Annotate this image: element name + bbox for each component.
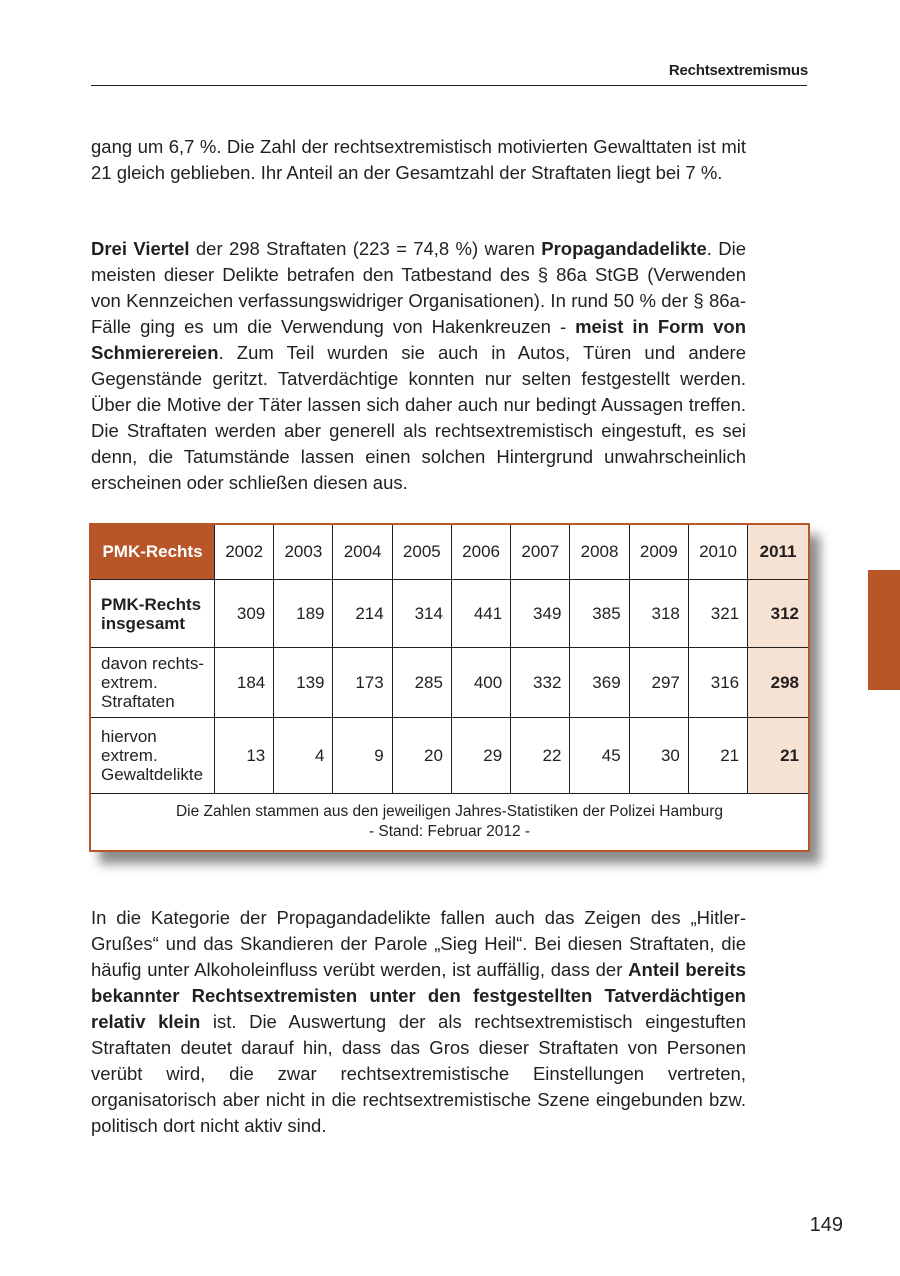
text-run: . Die meisten dieser Delikte betrafen den Tatbestand des § 86a StGB (Verwenden von Kennzeichen verfassungswidriger Organisationen). In rund 50 % der § 86a-Fälle ging es um die Verwendung von Hakenkreuzen - [91,238,746,337]
table-header-label [91,525,215,580]
statistics-table-box [89,523,810,852]
table-cell: 441 [451,580,510,648]
table-cell: 22 [511,718,570,794]
table-cell: 214 [333,580,392,648]
table-cell: 309 [215,580,274,648]
year-header: 2005 [392,525,451,580]
text-run: gang um 6,7 %. Die Zahl der rechtsextremistisch motivierten Gewalttaten ist mit 21 gleich geblieben. Ihr Anteil an der Gesamtzahl der Straftaten liegt bei 7 %. [91,136,746,183]
table-cell: 314 [392,580,451,648]
year-header: 2002 [215,525,274,580]
year-header-highlighted: 2011 [748,525,808,580]
bold-run: Propagandadelikte [541,238,707,259]
year-header: 2006 [451,525,510,580]
running-head: Rechtsextremismus [668,62,808,79]
text-run: ist. Die Auswertung der als rechtsextremistisch eingestuften Straftaten deutet darauf hin, dass das Gros dieser Straftaten von Personen verübt wird, die zwar rechtsextremistische Einstellungen vertreten, organisatorisch aber nicht in die rechtsextremistische Szene eingebunden bzw. politisch dort nicht aktiv sind. [91,1011,746,1136]
bold-run: Drei Viertel [91,238,190,259]
statistics-table [91,525,808,850]
table-row [91,718,808,794]
year-header: 2010 [688,525,747,580]
table-cell-highlighted: 298 [748,648,808,718]
table-cell: 4 [274,718,333,794]
bold-run: Anteil bereits bekannter Rechtsextremisten unter den festgestellten Tatverdächtigen relativ klein [91,959,746,1032]
table-cell: 316 [688,648,747,718]
table-cell: 332 [511,648,570,718]
table-cell: 20 [392,718,451,794]
table-cell: 285 [392,648,451,718]
table-cell-highlighted: 21 [748,718,808,794]
text-run: der 298 Straftaten (223 = 74,8 %) waren [189,238,542,259]
header-label-text: PMK-Rechts [102,542,203,561]
chapter-tab-marker [868,570,900,690]
table-cell: 13 [215,718,274,794]
table-cell: 400 [451,648,510,718]
page-number: 149 [809,1214,843,1236]
year-header: 2004 [333,525,392,580]
row-label: hiervon extrem. Gewaltdelikte [91,718,215,794]
table-cell: 318 [629,580,688,648]
paragraph-2 [91,236,746,496]
source-date-line: - Stand: Februar 2012 - [368,823,531,840]
year-header: 2009 [629,525,688,580]
table-cell: 385 [570,580,629,648]
table-cell: 45 [570,718,629,794]
bold-run: meist in Form von Schmierereien [91,316,747,363]
table-cell: 321 [688,580,747,648]
year-header: 2007 [511,525,570,580]
header-rule [91,85,807,86]
row-label: davon rechts-extrem. Straftaten [91,648,215,718]
table-row [91,580,808,648]
table-source-note [91,794,808,851]
year-header: 2008 [570,525,629,580]
table-cell: 297 [629,648,688,718]
source-note-line: Die Zahlen stammen aus den jeweiligen Jahres-Statistiken der Polizei Hamburg [175,803,724,820]
table-cell: 369 [570,648,629,718]
table-note-row [91,794,808,851]
table-cell: 29 [451,718,510,794]
table-cell: 9 [333,718,392,794]
table-cell: 349 [511,580,570,648]
row-label: PMK-Rechts insgesamt [91,580,215,648]
text-run: . Zum Teil wurden sie auch in Autos, Türen und andere Gegenstände geritzt. Tatverdächtige konnten nur selten festgestellt werden. Über die Motive der Täter lassen sich daher auch nur bedingt Aussagen treffen. Die Straftaten werden aber generell als rechtsextremistisch eingestuft, es sei denn, die Tatumstände lassen einen solchen Hintergrund unwahrscheinlich erscheinen oder schließen diesen aus. [91,342,746,493]
table-cell: 189 [274,580,333,648]
table-row [91,648,808,718]
table-cell-highlighted: 312 [748,580,808,648]
table-cell: 30 [629,718,688,794]
paragraph-3 [91,905,746,1139]
table-header-row [91,525,808,580]
table-cell: 139 [274,648,333,718]
table-cell: 21 [688,718,747,794]
table-cell: 184 [215,648,274,718]
year-header: 2003 [274,525,333,580]
text-run: In die Kategorie der Propagandadelikte fallen auch das Zeigen des „Hitler-Grußes“ und das Skandieren der Parole „Sieg Heil“. Bei diesen Straftaten, die häufig unter Alkoholeinfluss verübt werden, ist auffällig, dass der [91,907,746,980]
table-cell: 173 [333,648,392,718]
paragraph-1 [91,134,746,186]
